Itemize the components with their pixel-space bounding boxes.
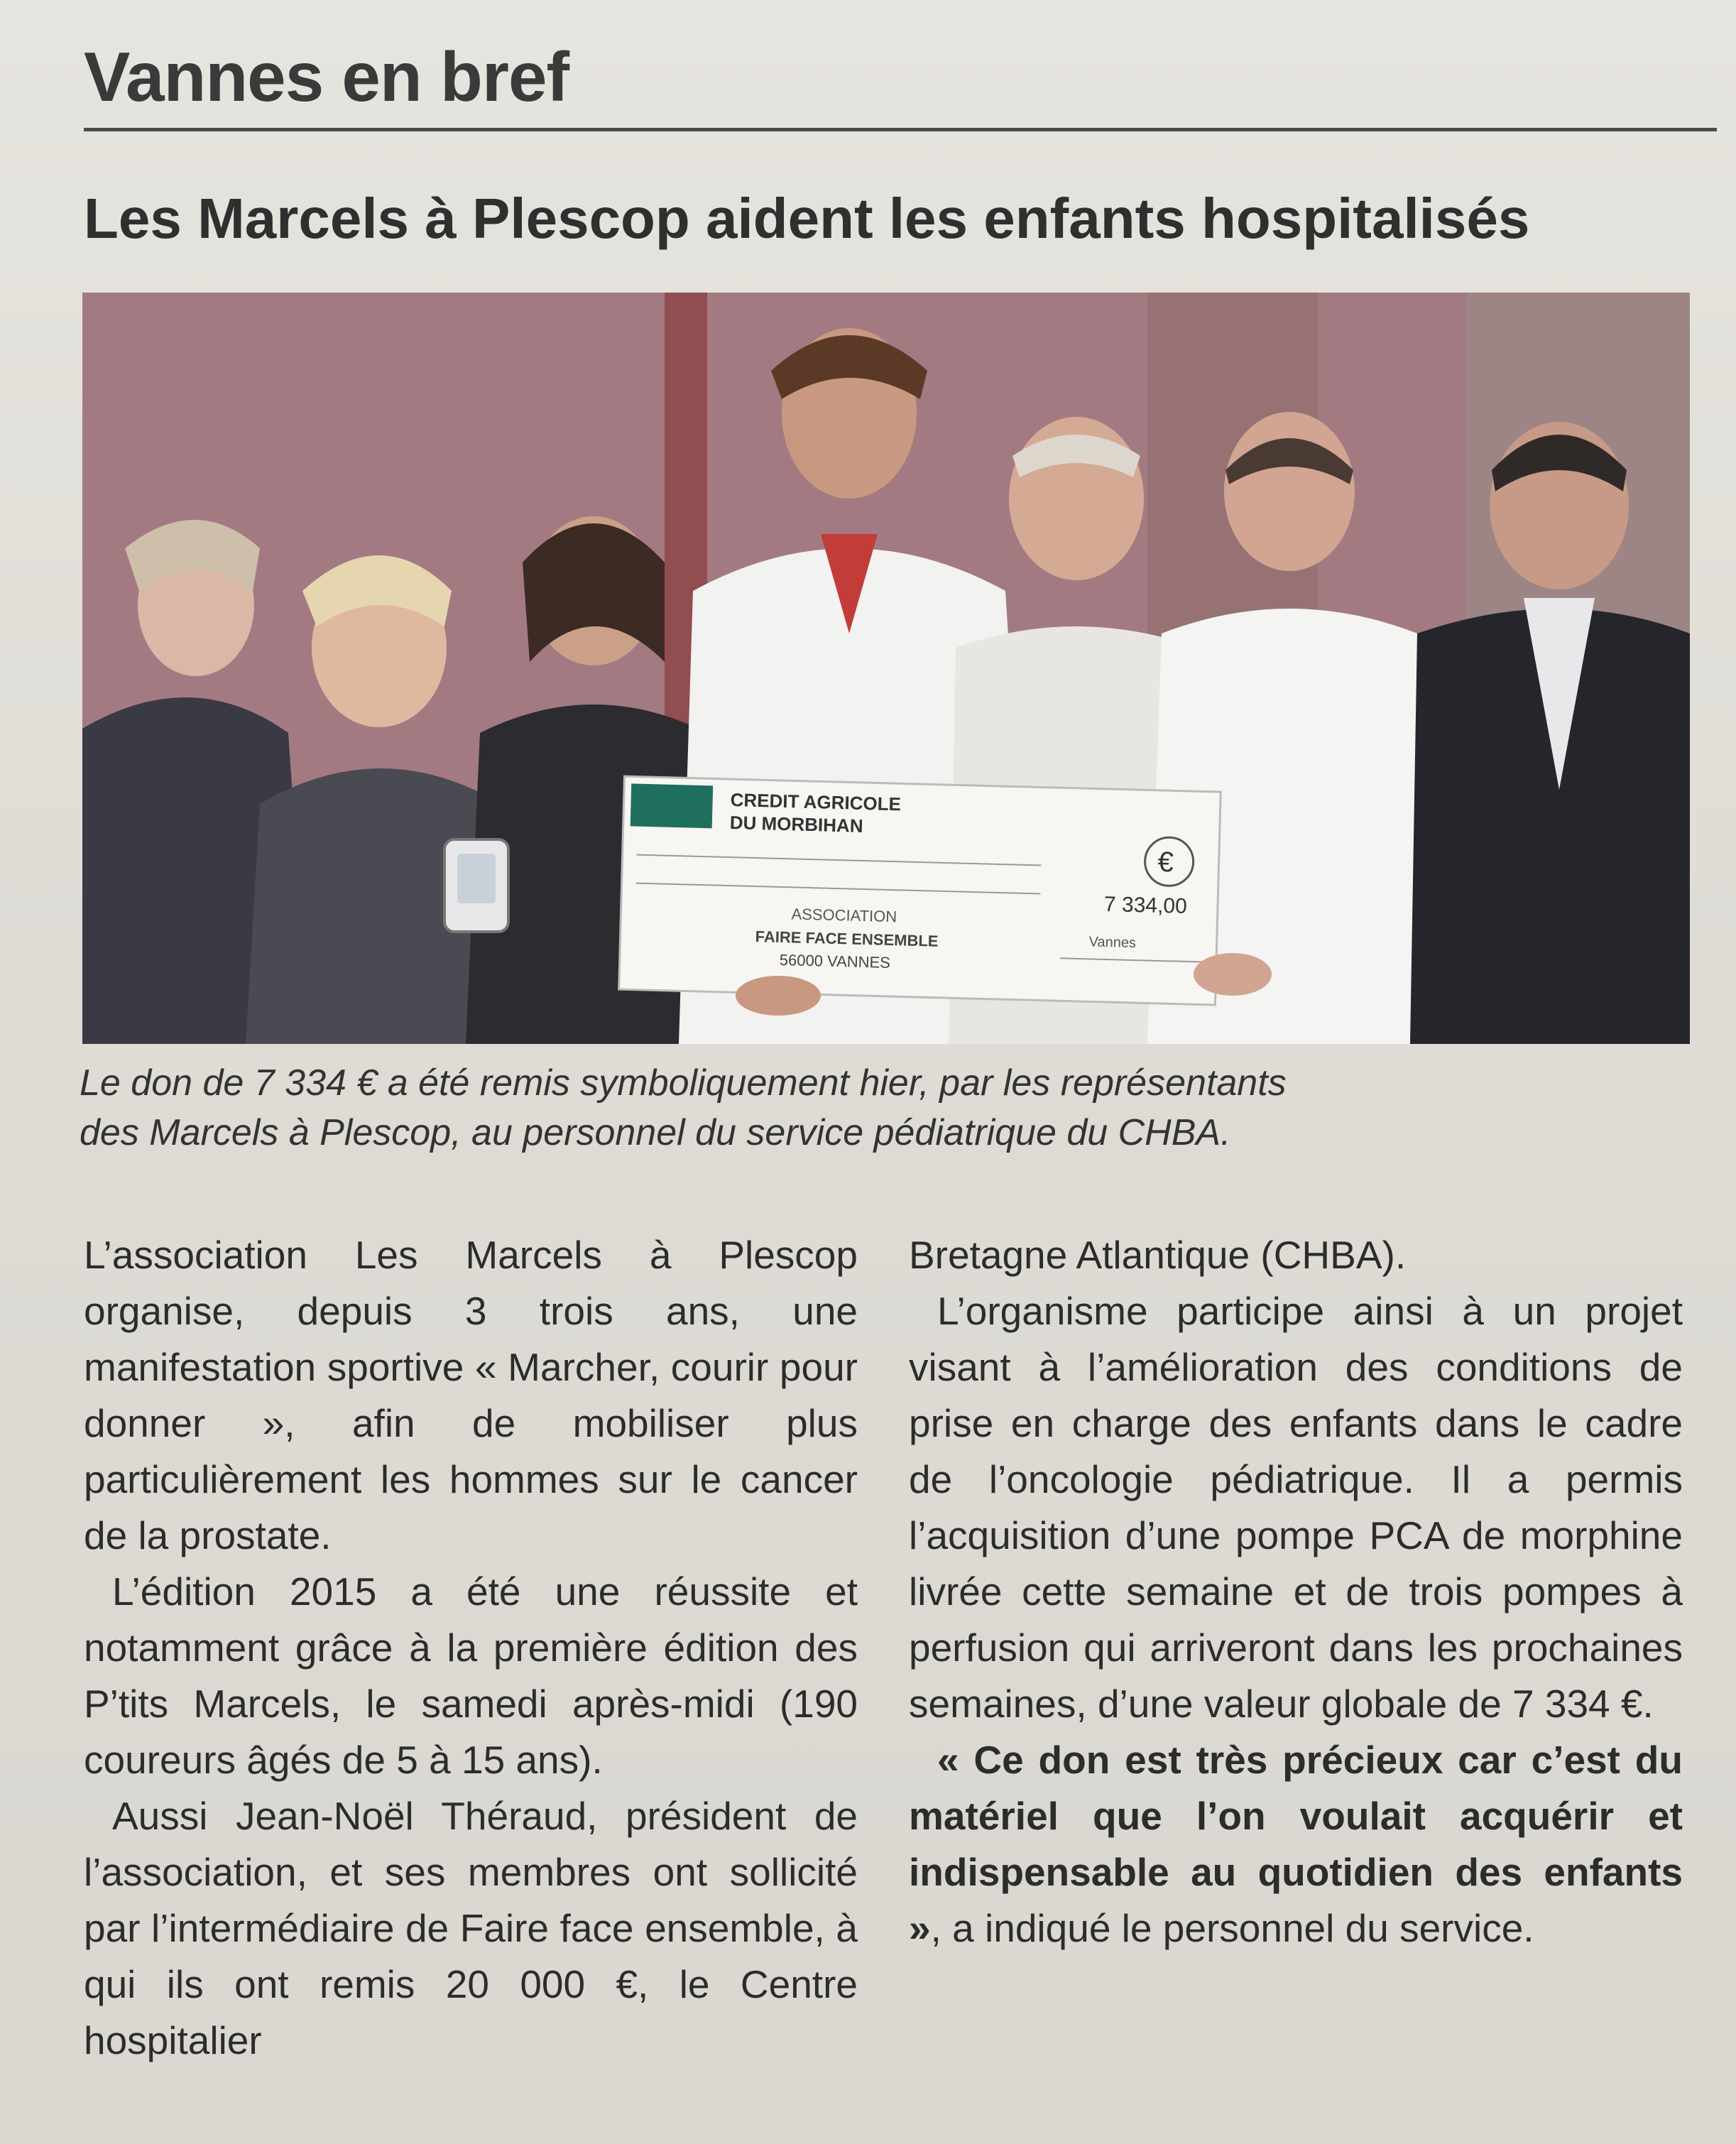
caption-line1: Le don de 7 334 € a été remis symboliquement hier, par les représentants [80, 1062, 1287, 1104]
cheque-bank-line1: CREDIT AGRICOLE [730, 789, 902, 815]
cheque-amount: 7 334,00 [1103, 892, 1188, 918]
article-photo [82, 293, 1690, 1044]
photo-caption [80, 1058, 1698, 1158]
paragraph-4: L’organisme participe ainsi à un projet visant à l’amélioration des conditions de prise en charge des enfants dans le cadre de l’oncologie pédiatrique. Il a permis l’acquisition d’une pompe PCA de morphine livrée cette semaine et de trois pompes à perfusion qui arriveront dans les prochaines semaines, d’une valeur globale de 7 334 €. [909, 1289, 1683, 1726]
cheque-payee-line3: 56000 VANNES [779, 950, 891, 972]
cheque-bank-line2: DU MORBIHAN [729, 812, 863, 837]
paragraph-5 [909, 1732, 1683, 1957]
paragraph-3-continued: Bretagne Atlantique (CHBA). [909, 1233, 1407, 1277]
paragraph-2: L’édition 2015 a été une réussite et notamment grâce à la première édition des P’tits Marcels, le samedi après-midi (190 coureurs âgés de 5 à 15 ans). [84, 1569, 858, 1782]
quote-attribution: , a indiqué le personnel du service. [930, 1906, 1534, 1950]
quote-text: « Ce don est très précieux car c’est du matériel que l’on voulait acquérir et indispensable au quotidien des enfants » [909, 1738, 1683, 1950]
paragraph-1: L’association Les Marcels à Plescop organise, depuis 3 trois ans, une manifestation sportive « Marcher, courir pour donner », afin de mobiliser plus particulièrement les hommes sur le cancer de la prostate. [84, 1233, 858, 1557]
article-headline: Les Marcels à Plescop aident les enfants hospitalisés [84, 187, 1530, 250]
section-heading: Vannes en bref [84, 38, 569, 116]
article-column-right [909, 1227, 1683, 1957]
article-column-left [84, 1227, 858, 2069]
paragraph-3: Aussi Jean-Noël Théraud, président de l’association, et ses membres ont sollicité par l’intermédiaire de Faire face ensemble, à qui ils ont remis 20 000 €, le Centre hospitalier [84, 1794, 858, 2062]
cheque-payee-line1: ASSOCIATION [791, 905, 897, 926]
caption-line2: des Marcels à Plescop, au personnel du service pédiatrique du CHBA. [80, 1112, 1231, 1153]
cheque-payee-line2: FAIRE FACE ENSEMBLE [755, 927, 939, 950]
cheque-currency: € [1157, 846, 1174, 878]
section-rule [84, 128, 1717, 131]
cheque-place: Vannes [1088, 934, 1137, 952]
